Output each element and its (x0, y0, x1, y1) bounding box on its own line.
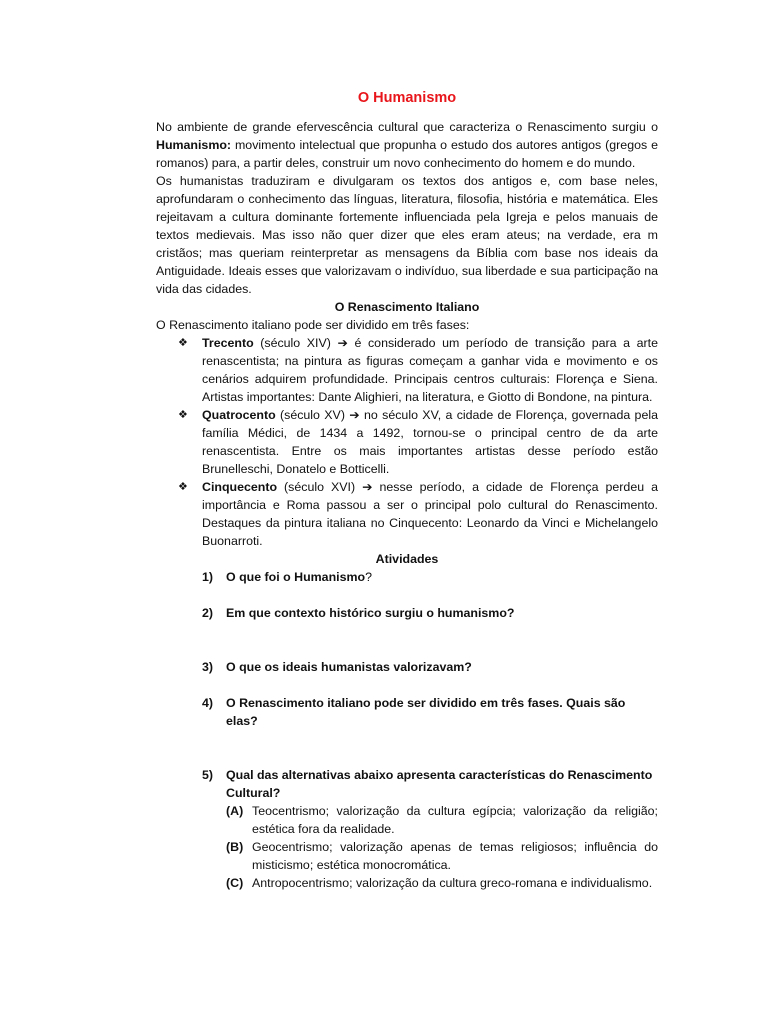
page-title: O Humanismo (357, 90, 457, 106)
option-letter: (A) (226, 804, 244, 818)
answer-space (156, 676, 658, 694)
phase-name: Quatrocento (202, 408, 276, 422)
list-item (156, 334, 658, 406)
option-letter: (B) (226, 840, 244, 854)
phase-period: (século XIV) (253, 336, 338, 350)
list-item (156, 478, 658, 550)
phase-name: Cinquecento (202, 480, 278, 494)
arrow-right-icon: ➔ (349, 408, 360, 422)
option-text: Antropocentrismo; valorização da cultura greco-romana e individualismo. (252, 876, 653, 890)
diamond-bullet-icon: ❖ (178, 337, 188, 349)
question-suffix: ? (365, 570, 372, 584)
intro-paragraph (156, 118, 658, 172)
question-text: Qual das alternativas abaixo apresenta características do Renascimento Cultural? (226, 768, 653, 800)
option-text: Geocentrismo; valorização apenas de temas religiosos; influência do misticismo; estética monocromática. (252, 840, 658, 872)
arrow-right-icon: ➔ (337, 336, 348, 350)
phase-text: nesse período, a cidade de Florença perdeu a importância e Roma passou a ser o principal polo cultural do Renascimento. Destaques da pintura italiana no Cinquecento: Leonardo da Vinci e Michelangelo Buonarroti. (202, 480, 658, 548)
options-list (226, 802, 658, 892)
option-b (226, 838, 658, 874)
question-number: 4) (202, 696, 214, 710)
question-2 (156, 604, 658, 622)
phase-text: no século XV, a cidade de Florença, governada pela família Médici, de 1434 a 1492, tornou-se o principal centro de da arte renascentista. Entre os mais importantes artistas desse período estão Brunelleschi, Donatelo e Botticelli. (202, 408, 658, 476)
answer-space (156, 730, 658, 766)
option-a (226, 802, 658, 838)
question-1 (156, 568, 658, 586)
question-5 (156, 766, 658, 892)
questions-list (156, 568, 658, 892)
humanists-paragraph: Os humanistas traduziram e divulgaram os textos dos antigos e, com base neles, aprofundaram o conhecimento das línguas, literatura, filosofia, história e matemática. Eles rejeitavam a cultura dominante fortemente influenciada pela Igreja e pelos manuais de textos medievais. Mas isso não quer dizer que eles eram ateus; na verdade, era m cristãos; mas queriam reinterpretar as mensagens da Bíblia com base nos ideais da Antiguidade. Ideais esses que valorizavam o indivíduo, sua liberdade e sua participação na vida das cidades. (156, 174, 658, 296)
question-number: 1) (202, 570, 214, 584)
diamond-bullet-icon: ❖ (178, 481, 188, 493)
intro-bold-term: Humanismo: (156, 138, 232, 152)
option-text: Teocentrismo; valorização da cultura egípcia; valorização da religião; estética fora da realidade. (252, 804, 658, 836)
phase-period: (século XVI) (277, 480, 363, 494)
question-number: 3) (202, 660, 214, 674)
section-intro: O Renascimento italiano pode ser dividido em três fases: (156, 318, 470, 332)
document-page (156, 88, 658, 892)
question-text: Em que contexto histórico surgiu o humanismo? (226, 606, 515, 620)
arrow-right-icon: ➔ (362, 480, 373, 494)
phases-list (156, 334, 658, 550)
question-text: O que os ideais humanistas valorizavam? (226, 660, 472, 674)
question-3 (156, 658, 658, 676)
phase-text: é considerado um período de transição para a arte renascentista; na pintura as figuras começam a ganhar vida e movimento e os cenários adquirem profundidade. Principais centros culturais: Florença e Siena. Artistas importantes: Dante Alighieri, na literatura, e Giotto di Bondone, na pintura. (202, 336, 659, 404)
question-number: 2) (202, 606, 214, 620)
list-item (156, 406, 658, 478)
diamond-bullet-icon: ❖ (178, 409, 188, 421)
question-text: O que foi o Humanismo (226, 570, 366, 584)
option-letter: (C) (226, 876, 244, 890)
option-c (226, 874, 658, 892)
intro-text-1: No ambiente de grande efervescência cultural que caracteriza o Renascimento surgiu o (156, 120, 658, 134)
question-text: O Renascimento italiano pode ser dividido em três fases. Quais são elas? (226, 696, 626, 728)
activities-heading: Atividades (375, 552, 439, 566)
phase-period: (século XV) (275, 408, 350, 422)
answer-space (156, 586, 658, 604)
phase-name: Trecento (202, 336, 254, 350)
section-heading: O Renascimento Italiano (334, 300, 480, 314)
question-number: 5) (202, 768, 214, 782)
intro-text-2: movimento intelectual que propunha o estudo dos autores antigos (gregos e romanos) para, a partir deles, construir um novo conhecimento do homem e do mundo. (156, 138, 658, 170)
answer-space (156, 622, 658, 658)
question-4 (156, 694, 658, 730)
